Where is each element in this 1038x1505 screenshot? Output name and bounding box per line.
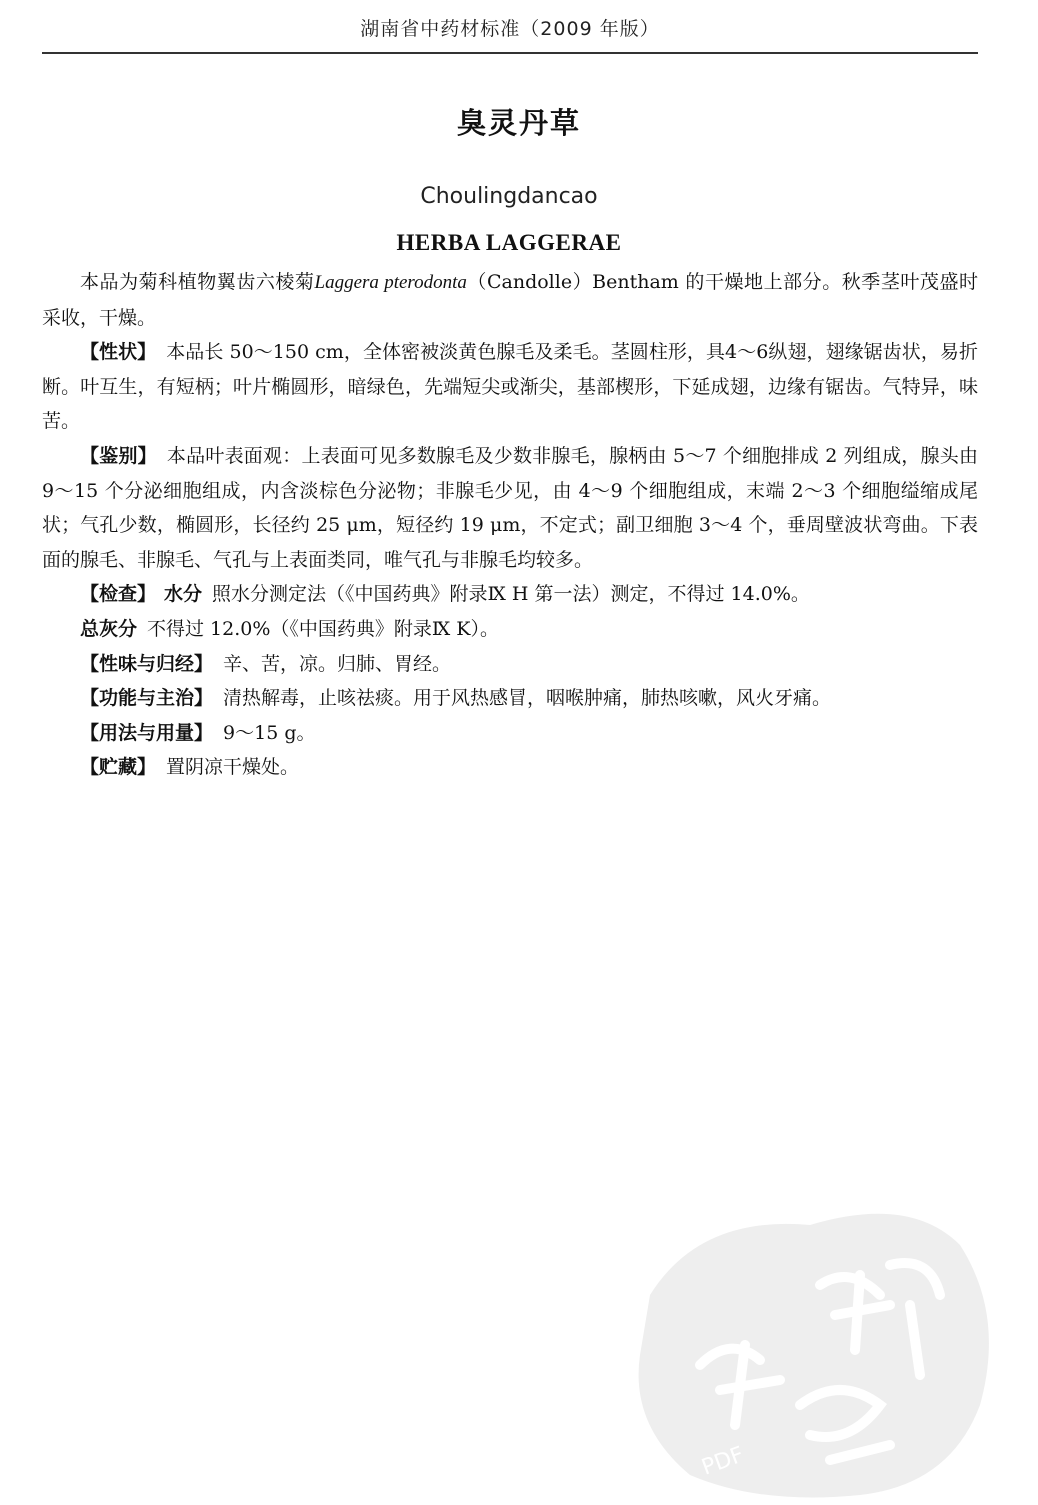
latin-title: HERBA LAGGERAE bbox=[396, 230, 622, 255]
identification-text: 本品叶表面观：上表面可见多数腺毛及少数非腺毛，腺柄由 5～7 个细胞排成 2 列组成，腺头由 9～15 个分泌细胞组成，内含淡棕色分泌物；非腺毛少见，由 4～9 个细胞组成，末端 2～3 个细胞缢缩成尾状；气孔少数，椭圆形，长径约 25 μm，短径约 19 μm，不定式；副卫细胞 3～4 个，垂周壁波状弯曲。下表面的腺毛、非腺毛、气孔与上表面类同，唯气孔与非腺毛均较多。 bbox=[42, 444, 978, 571]
storage-label: 【贮藏】 bbox=[80, 756, 157, 779]
ash-label: 总灰分 bbox=[80, 617, 138, 640]
moisture-label: 水分 bbox=[164, 583, 203, 606]
examination-label: 【检查】 bbox=[80, 583, 157, 606]
function-label: 【功能与主治】 bbox=[80, 687, 214, 710]
monograph-body bbox=[42, 265, 978, 785]
pinyin-title: Choulingdancao bbox=[420, 184, 598, 209]
monograph-title: 臭灵丹草 bbox=[456, 106, 581, 140]
storage-text: 置阴凉干燥处。 bbox=[166, 756, 300, 779]
moisture-text: 照水分测定法（《中国药典》附录Ⅸ H 第一法）测定，不得过 14.0%。 bbox=[212, 583, 810, 606]
dosage-text: 9～15 g。 bbox=[223, 721, 316, 744]
ash-section bbox=[42, 612, 978, 647]
intro-text-a: 本品为菊科植物翼齿六棱菊 bbox=[80, 271, 315, 293]
description-text: 本品长 50～150 cm，全体密被淡黄色腺毛及柔毛。茎圆柱形，具4～6纵翅，翅缘锯齿状，易折断。叶互生，有短柄；叶片椭圆形，暗绿色，先端短尖或渐尖，基部楔形，下延成翅，边缘有锯齿。气特异，味苦。 bbox=[42, 341, 978, 433]
dosage-section bbox=[42, 716, 978, 751]
watermark-stamp bbox=[610, 1175, 1010, 1505]
nature-section bbox=[42, 647, 978, 682]
identification-section bbox=[42, 439, 978, 577]
running-header: 湖南省中药材标准（2009 年版） bbox=[360, 18, 660, 40]
watermark-text: PDF bbox=[698, 1442, 748, 1481]
intro-text-b: （Candolle）Bentham 的干燥地上部分。秋季茎叶茂盛时采收，干燥。 bbox=[42, 271, 978, 329]
examination-section bbox=[42, 577, 978, 612]
header-rule bbox=[42, 52, 978, 54]
intro-paragraph bbox=[42, 265, 978, 335]
identification-label: 【鉴别】 bbox=[80, 444, 157, 467]
function-text: 清热解毒，止咳祛痰。用于风热感冒，咽喉肿痛，肺热咳嗽，风火牙痛。 bbox=[223, 687, 832, 710]
dosage-label: 【用法与用量】 bbox=[80, 721, 214, 744]
description-section bbox=[42, 335, 978, 439]
function-section bbox=[42, 681, 978, 716]
ash-text: 不得过 12.0%（《中国药典》附录Ⅸ K）。 bbox=[147, 617, 499, 640]
description-label: 【性状】 bbox=[80, 341, 157, 364]
scientific-name: Laggera pterodonta bbox=[314, 272, 467, 293]
storage-section bbox=[42, 750, 978, 785]
nature-label: 【性味与归经】 bbox=[80, 652, 214, 675]
nature-text: 辛、苦，凉。归肺、胃经。 bbox=[223, 652, 452, 675]
